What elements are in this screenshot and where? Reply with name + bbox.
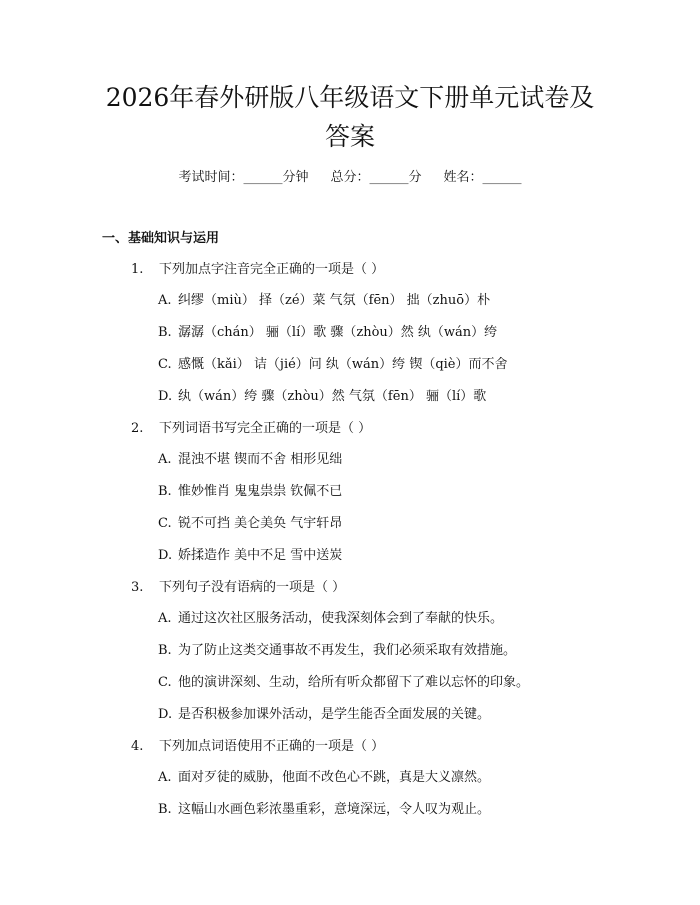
question-2: [131, 420, 371, 438]
question-number: 3.: [131, 580, 144, 595]
q4-option-b: [158, 801, 490, 819]
exam-meta: [0, 168, 700, 188]
option-text: 潺潺（chán） 骊（lí）歌 骤（zhòu）然 纨（wán）绔: [178, 325, 498, 340]
option-letter: D.: [158, 707, 173, 722]
option-text: 面对歹徒的威胁，他面不改色心不跳，真是大义凛然。: [178, 770, 491, 785]
question-number: 1.: [131, 262, 144, 277]
option-letter: A.: [158, 293, 172, 308]
option-text: 纨（wán）绔 骤（zhòu）然 气氛（fēn） 骊（lí）歌: [178, 389, 487, 404]
question-text: 下列加点词语使用不正确的一项是（ ）: [159, 739, 385, 754]
section-heading: 一、基础知识与运用: [102, 231, 220, 246]
option-letter: D.: [158, 548, 173, 563]
option-text: 混浊不堪 锲而不舍 相形见绌: [178, 452, 343, 467]
q3-option-a: [158, 610, 503, 628]
q2-option-c: [158, 515, 342, 533]
option-letter: A.: [158, 452, 172, 467]
q2-option-a: [158, 451, 342, 469]
option-letter: A.: [158, 770, 172, 785]
option-letter: C.: [158, 516, 172, 531]
q2-option-b: [158, 483, 342, 501]
question-4: [131, 738, 384, 756]
q1-option-d: [158, 388, 486, 406]
question-1: [131, 261, 384, 279]
q1-option-a: [158, 292, 490, 310]
option-text: 他的演讲深刻、生动，给所有听众都留下了难以忘怀的印象。: [178, 675, 530, 690]
option-letter: B.: [158, 325, 172, 340]
option-text: 纠缪（miù） 择（zé）菜 气氛（fēn） 拙（zhuō）朴: [178, 293, 491, 308]
question-3: [131, 579, 345, 597]
option-text: 娇揉造作 美中不足 雪中送炭: [178, 548, 343, 563]
title-line-1: 2026年春外研版八年级语文下册单元试卷及: [105, 83, 595, 112]
question-text: 下列句子没有语病的一项是（ ）: [159, 580, 346, 595]
option-text: 为了防止这类交通事故不再发生，我们必须采取有效措施。: [178, 643, 517, 658]
option-text: 是否积极参加课外活动，是学生能否全面发展的关键。: [178, 707, 491, 722]
option-letter: B.: [158, 484, 172, 499]
q4-option-a: [158, 769, 490, 787]
option-text: 通过这次社区服务活动，使我深刻体会到了奉献的快乐。: [178, 611, 504, 626]
q1-option-b: [158, 324, 497, 342]
option-text: 锐不可挡 美仑美奂 气宇轩昂: [178, 516, 343, 531]
student-name: 姓名：______: [443, 170, 522, 185]
question-text: 下列词语书写完全正确的一项是（ ）: [159, 421, 372, 436]
exam-time: 考试时间：______分钟: [178, 170, 309, 185]
title-line-2: 答案: [324, 122, 375, 151]
q3-option-b: [158, 642, 516, 660]
question-text: 下列加点字注音完全正确的一项是（ ）: [159, 262, 385, 277]
option-letter: B.: [158, 643, 172, 658]
option-letter: B.: [158, 802, 172, 817]
question-number: 4.: [131, 739, 144, 754]
option-text: 这幅山水画色彩浓墨重彩，意境深远，令人叹为观止。: [178, 802, 491, 817]
option-text: 惟妙惟肖 鬼鬼祟祟 钦佩不已: [178, 484, 343, 499]
option-letter: A.: [158, 611, 172, 626]
option-letter: D.: [158, 389, 173, 404]
q2-option-d: [158, 547, 342, 565]
option-text: 感慨（kǎi） 诘（jié）问 纨（wán）绔 锲（qiè）而不舍: [178, 357, 508, 372]
q3-option-c: [158, 674, 529, 692]
exam-title: [70, 78, 630, 156]
option-letter: C.: [158, 357, 172, 372]
q1-option-c: [158, 356, 508, 374]
option-letter: C.: [158, 675, 172, 690]
total-score: 总分：______分: [330, 170, 422, 185]
q3-option-d: [158, 706, 490, 724]
question-number: 2.: [131, 421, 144, 436]
